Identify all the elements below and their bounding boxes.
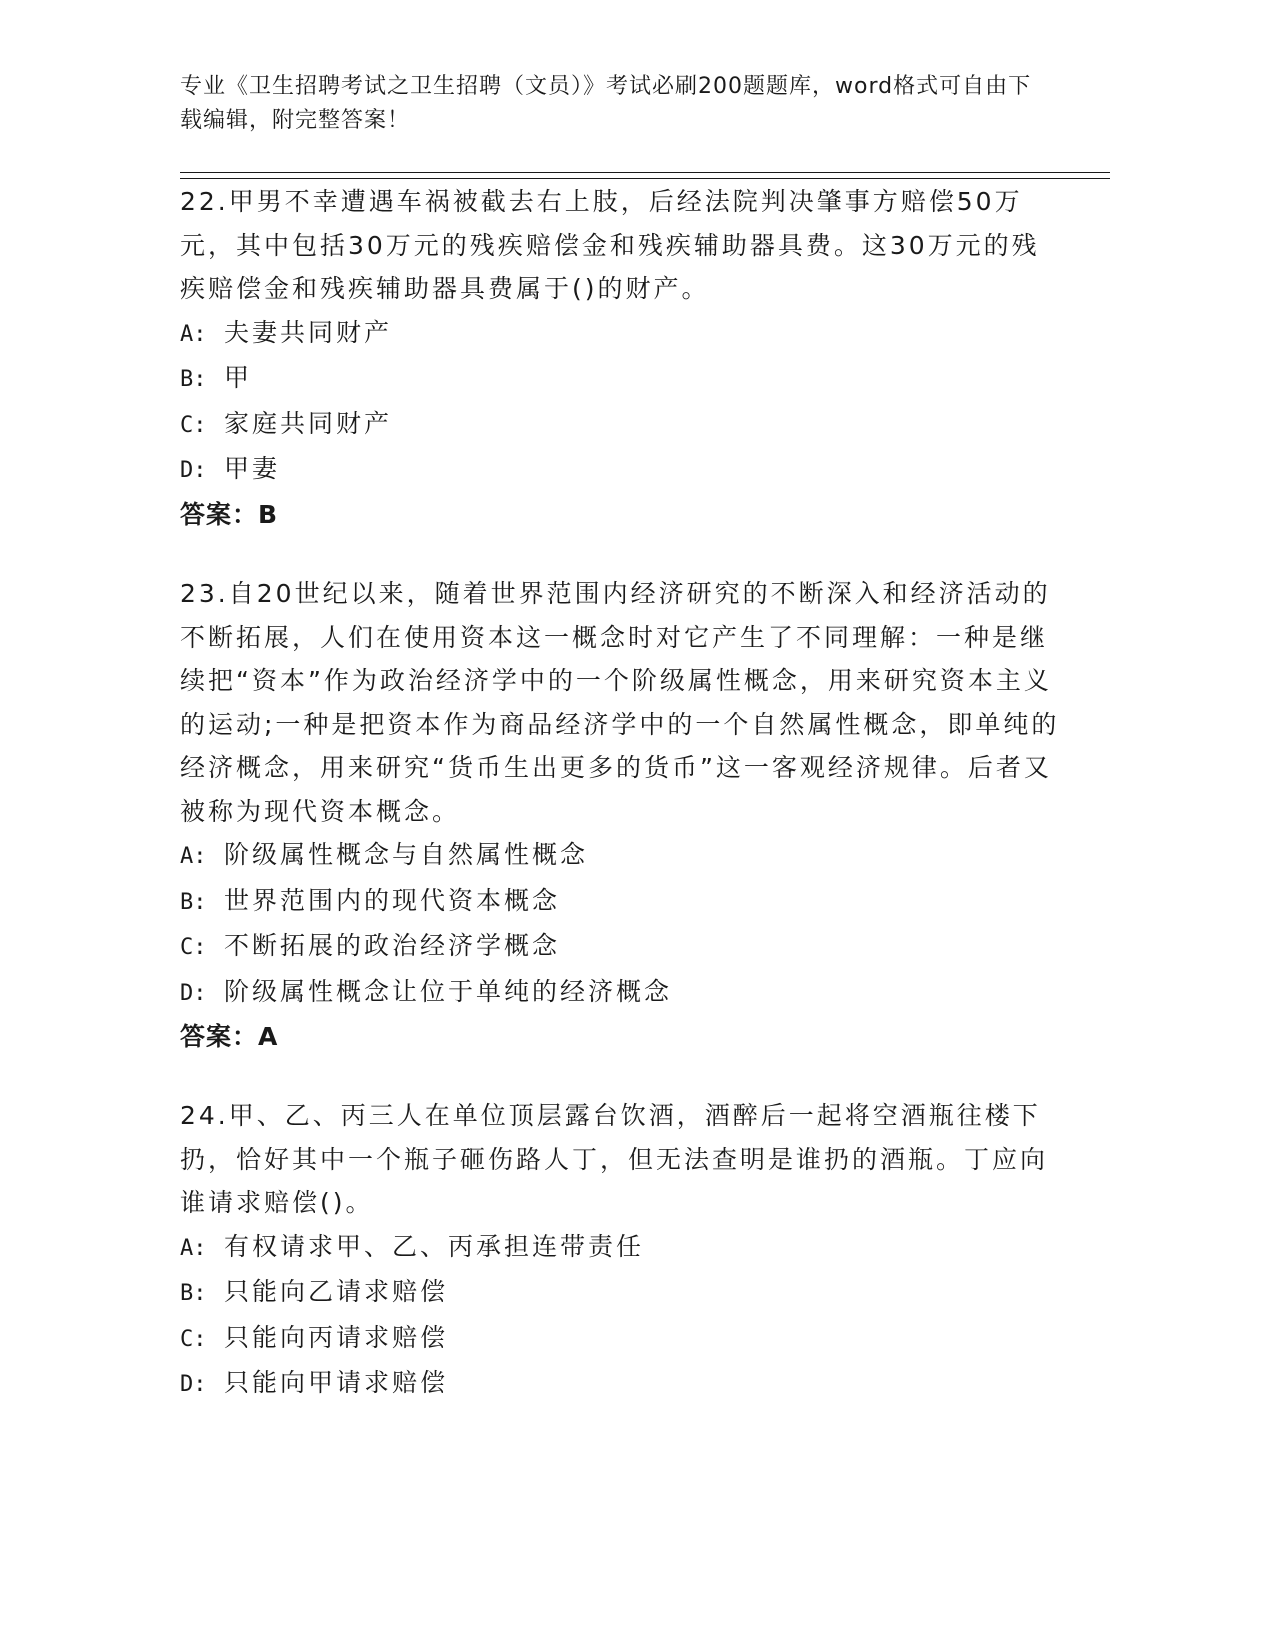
option-letter: C: bbox=[180, 935, 207, 960]
answer-value: B bbox=[258, 499, 279, 529]
option-b bbox=[180, 1270, 1060, 1316]
option-letter: A: bbox=[180, 844, 207, 869]
option-b bbox=[180, 356, 1060, 402]
answer-line bbox=[180, 1015, 1060, 1059]
option-letter: B: bbox=[180, 889, 207, 915]
question-22 bbox=[180, 180, 1060, 536]
option-letter: C: bbox=[180, 1326, 207, 1352]
question-24 bbox=[180, 1094, 1060, 1407]
option-a bbox=[180, 311, 1060, 357]
option-c bbox=[180, 924, 1060, 970]
document-header: 专业《卫生招聘考试之卫生招聘（文员）》考试必刷200题题库，word格式可自由下载编辑，附完整答案！ bbox=[180, 74, 1032, 133]
option-letter: D: bbox=[180, 458, 207, 483]
option-text: 世界范围内的现代资本概念 bbox=[224, 885, 561, 915]
option-text: 甲妻 bbox=[224, 454, 281, 483]
option-text: 只能向乙请求赔偿 bbox=[224, 1277, 449, 1306]
question-stem: 23.自20世纪以来，随着世界范围内经济研究的不断深入和经济活动的不断拓展，人们在使用资本这一概念时对它产生了不同理解：一种是继续把“资本”作为政治经济学中的一个阶级属性概念，用来研究资本主义的运动;一种是把资本作为商品经济学中的一个自然属性概念，即单纯的经济概念，用来研究“货币生出更多的货币”这一客观经济规律。后者又被称为现代资本概念。 bbox=[180, 579, 1060, 826]
option-d bbox=[180, 970, 1060, 1016]
answer-value: A bbox=[258, 1022, 279, 1051]
option-text: 甲 bbox=[224, 363, 253, 392]
answer-label: 答案： bbox=[180, 499, 259, 529]
option-letter: D: bbox=[180, 980, 207, 1006]
option-c bbox=[180, 1316, 1060, 1362]
question-23 bbox=[180, 572, 1060, 1059]
question-stem: 22.甲男不幸遭遇车祸被截去右上肢，后经法院判决肇事方赔偿50万元，其中包括30万元的残疾赔偿金和残疾辅助器具费。这30万元的残疾赔偿金和残疾辅助器具费属于()的财产。 bbox=[180, 187, 1040, 303]
option-letter: D: bbox=[180, 1372, 207, 1397]
option-c bbox=[180, 402, 1060, 448]
question-stem: 24.甲、乙、丙三人在单位顶层露台饮酒，酒醉后一起将空酒瓶往楼下扔，恰好其中一个瓶子砸伤路人丁，但无法查明是谁扔的酒瓶。丁应向谁请求赔偿()。 bbox=[180, 1101, 1049, 1217]
option-d bbox=[180, 1361, 1060, 1407]
answer-label: 答案： bbox=[180, 1022, 259, 1051]
option-letter: B: bbox=[180, 367, 207, 392]
option-letter: B: bbox=[180, 1281, 207, 1306]
option-text: 只能向甲请求赔偿 bbox=[224, 1368, 449, 1397]
option-letter: C: bbox=[180, 412, 207, 438]
option-d bbox=[180, 447, 1060, 493]
option-text: 不断拓展的政治经济学概念 bbox=[224, 931, 561, 960]
option-text: 阶级属性概念与自然属性概念 bbox=[224, 840, 589, 869]
option-text: 只能向丙请求赔偿 bbox=[224, 1322, 449, 1352]
option-letter: A: bbox=[180, 1235, 207, 1261]
answer-line bbox=[180, 493, 1060, 537]
option-text: 家庭共同财产 bbox=[224, 408, 393, 438]
option-a bbox=[180, 833, 1060, 879]
option-b bbox=[180, 879, 1060, 925]
option-text: 阶级属性概念让位于单纯的经济概念 bbox=[224, 976, 673, 1006]
option-text: 有权请求甲、乙、丙承担连带责任 bbox=[224, 1231, 645, 1261]
option-a bbox=[180, 1225, 1060, 1271]
option-text: 夫妻共同财产 bbox=[224, 317, 393, 347]
option-letter: A: bbox=[180, 321, 207, 347]
header-divider-bottom bbox=[180, 178, 1110, 179]
header-divider-top bbox=[180, 172, 1110, 173]
